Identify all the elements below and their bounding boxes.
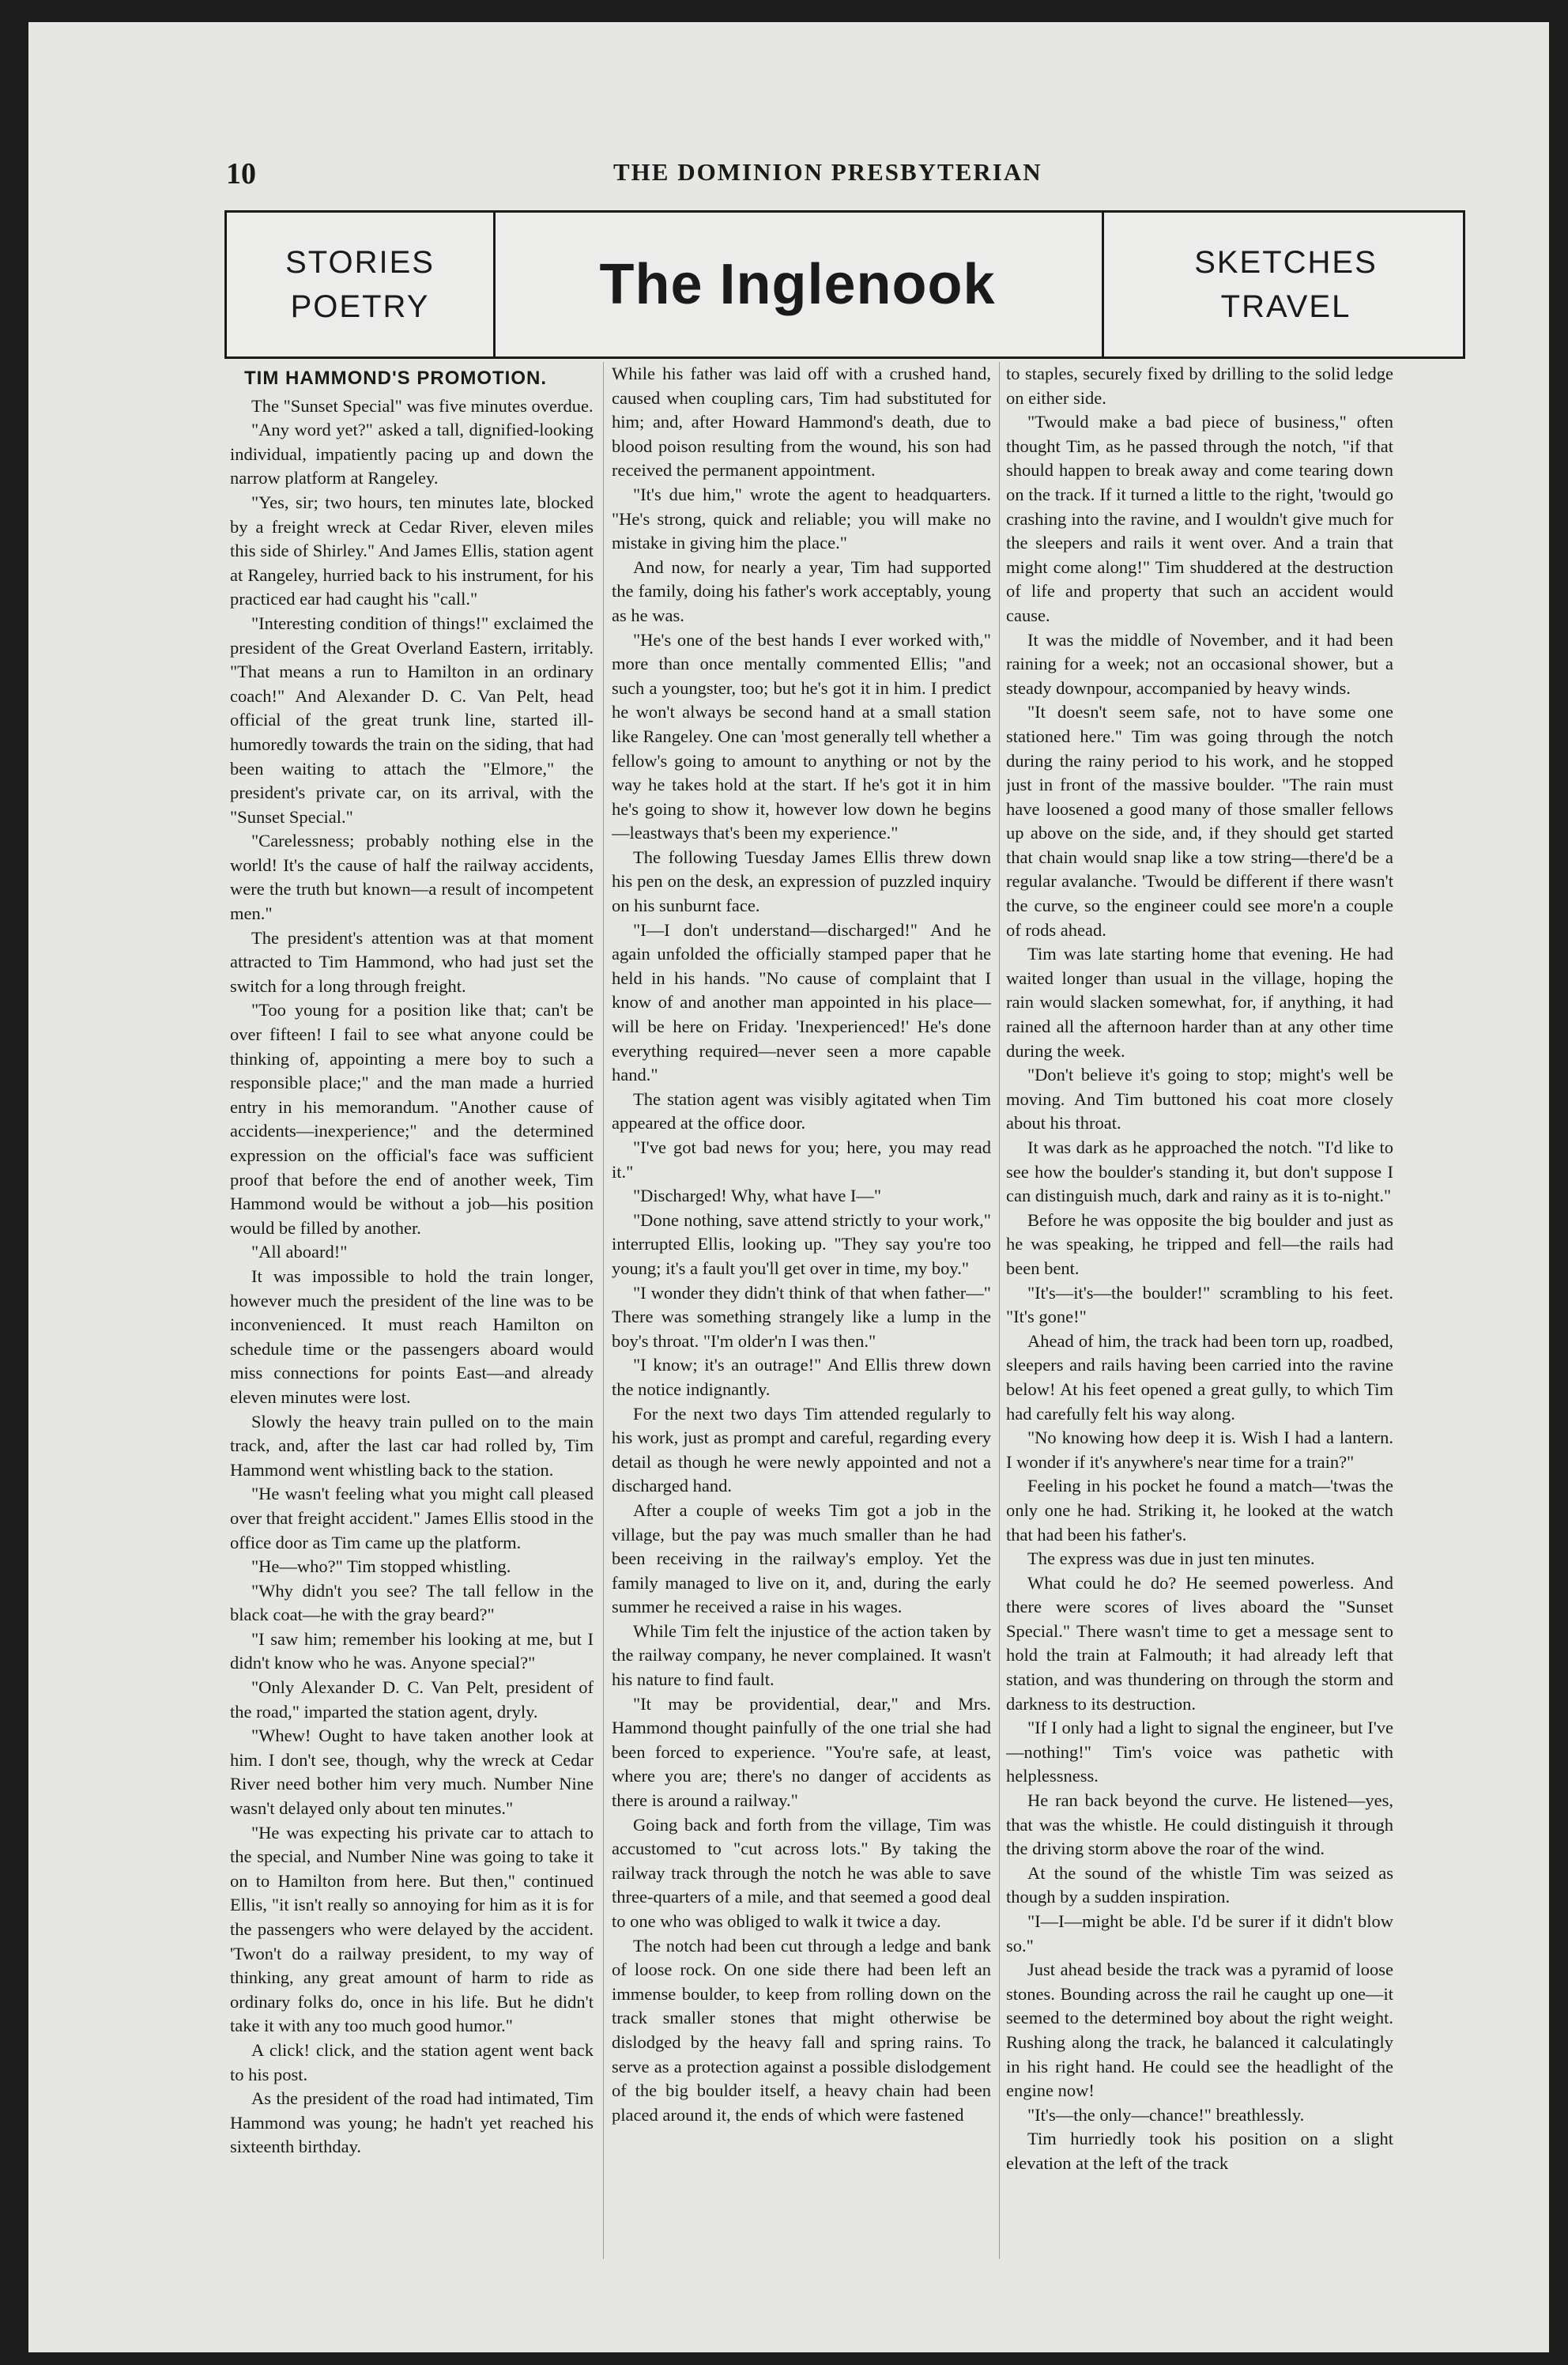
- story-paragraph: "He's one of the best hands I ever worked with," more than once mentally commented Ellis; "and such a youngster, too; but he's got it in him. I predict he won't always be second hand at a small station like Rangeley. One can 'most generally tell whether a fellow's going to amount to anything or not by the way he takes hold at the start. If he's got it in him he's going to show it, however low down he begins—leastways that's been my experience.": [612, 629, 991, 843]
- story-paragraph: It was impossible to hold the train longer, however much the president of the line was to be inconvenienced. It must reach Hamilton on schedule time or the passengers aboard would miss connections for points East—and already eleven minutes were lost.: [230, 1265, 594, 1407]
- text-column-3: [1006, 362, 1393, 2267]
- story-paragraph: "I know; it's an outrage!" And Ellis threw down the notice indignantly.: [612, 1355, 991, 1399]
- story-paragraph: While his father was laid off with a crushed hand, caused when coupling cars, Tim had substituted for him; and, after Howard Hammond's death, due to blood poison resulting from the wound, his son had received the permanent appointment.: [612, 364, 991, 481]
- story-paragraph: "If I only had a light to signal the engineer, but I've—nothing!" Tim's voice was pathetic with helplessness.: [1006, 1718, 1393, 1786]
- story-paragraph: Feeling in his pocket he found a match—'twas the only one he had. Striking it, he looked at the watch that had been his father's.: [1006, 1476, 1393, 1545]
- section-masthead: [224, 210, 1465, 359]
- story-paragraph: Going back and forth from the village, Tim was accustomed to "cut across lots." By taking the railway track through the notch he was able to save three-quarters of a mile, and that seemed a good deal to one who was obliged to walk it twice a day.: [612, 1814, 991, 1931]
- text-column-1: [230, 362, 594, 2267]
- story-paragraph: "It's due him," wrote the agent to headquarters. "He's strong, quick and reliable; you will make no mistake in giving him the place.": [612, 484, 991, 553]
- story-paragraph: While Tim felt the injustice of the action taken by the railway company, he never complained. It wasn't his nature to find fault.: [612, 1620, 991, 1690]
- story-paragraph: "Discharged! Why, what have I—": [633, 1186, 882, 1206]
- masthead-travel-label: TRAVEL: [1220, 289, 1351, 324]
- story-paragraph: The express was due in just ten minutes.: [1027, 1548, 1315, 1569]
- story-paragraph: As the president of the road had intimated, Tim Hammond was young; he hadn't yet reached his sixteenth birthday.: [230, 2088, 594, 2157]
- story-paragraph: "I've got bad news for you; here, you may read it.": [612, 1137, 991, 1182]
- masthead-right-box: [1102, 213, 1468, 356]
- story-paragraph: The station agent was visibly agitated when Tim appeared at the office door.: [612, 1088, 991, 1133]
- story-paragraph: "Don't believe it's going to stop; might's well be moving. And Tim buttoned his coat more closely about his throat.: [1006, 1065, 1393, 1133]
- story-paragraph: At the sound of the whistle Tim was seized as though by a sudden inspiration.: [1006, 1862, 1393, 1907]
- story-paragraph: "Twould make a bad piece of business," often thought Tim, as he passed through the notch, "if that should happen to break away and come tearing down on the track. If it turned a little to the right, 'twould go crashing into the ravine, and I wouldn't give much for the sleepers and rails it went over. And a train that might come along!" Tim shuddered at the destruction of life and property that such an accident would cause.: [1006, 412, 1393, 625]
- story-paragraph: The president's attention was at that moment attracted to Tim Hammond, who had just set the switch for a long through freight.: [230, 927, 594, 996]
- story-paragraph: "Only Alexander D. C. Van Pelt, president of the road," imparted the station agent, dryly.: [230, 1677, 594, 1722]
- story-paragraph: "Whew! Ought to have taken another look at him. I don't see, though, why the wreck at Cedar River need bother him very much. Number Nine wasn't delayed only about ten minutes.": [230, 1726, 594, 1819]
- story-paragraph: What could he do? He seemed powerless. And there were scores of lives aboard the "Sunset Special." There wasn't time to get a message sent to hold the train at Falmouth; it had already left that station, and was thundering on through the storm and darkness to its destruction.: [1006, 1572, 1393, 1714]
- column-rule: [603, 362, 604, 2259]
- story-paragraph: "I saw him; remember his looking at me, but I didn't know who he was. Anyone special?": [230, 1628, 594, 1673]
- page-number: 10: [226, 157, 256, 190]
- story-paragraph: "He—who?" Tim stopped whistling.: [251, 1556, 511, 1577]
- section-title: The Inglenook: [599, 253, 996, 316]
- column-rule: [999, 362, 1000, 2259]
- story-paragraph: "It's—the only—chance!" breathlessly.: [1027, 2104, 1305, 2125]
- story-paragraph: "He was expecting his private car to attach to the special, and Number Nine was going to take it on to Hamilton from here. But then," continued Ellis, "it isn't really so annoying for him as it is for the passengers who were delayed by the accident. 'Twon't do a railway president, to my way of thinking, any great amount of harm to ride as ordinary folks do, once in his life. But he didn't take it with any too much good humor.": [230, 1822, 594, 2036]
- story-paragraph: "All aboard!": [251, 1242, 348, 1262]
- story-paragraph: to staples, securely fixed by drilling to the solid ledge on either side.: [1006, 364, 1393, 408]
- newspaper-page: [28, 22, 1549, 2352]
- story-paragraph: "Done nothing, save attend strictly to your work," interrupted Ellis, looking up. "They say you're too young; it's a fault you'll get over in time, my boy.": [612, 1209, 991, 1278]
- story-paragraph: After a couple of weeks Tim got a job in the village, but the pay was much smaller than he had been receiving in the railway's employ. Yet the family managed to live on it, and, during the early summer he received a raise in his wages.: [612, 1499, 991, 1617]
- masthead-stories-label: STORIES: [285, 245, 435, 280]
- masthead-left-box: [227, 213, 496, 356]
- story-paragraph: Before he was opposite the big boulder and just as he was speaking, he tripped and fell—the rails had been bent.: [1006, 1209, 1393, 1278]
- story-paragraph: "I wonder they didn't think of that when father—" There was something strangely like a lump in the boy's throat. "I'm older'n I was then.": [612, 1282, 991, 1351]
- story-paragraph: For the next two days Tim attended regularly to his work, just as prompt and careful, regarding every detail as though he were newly appointed and not a discharged hand.: [612, 1403, 991, 1496]
- story-paragraph: "I—I—might be able. I'd be surer if it didn't blow so.": [1006, 1911, 1393, 1956]
- story-paragraph: Tim hurriedly took his position on a slight elevation at the left of the track: [1006, 2129, 1393, 2173]
- masthead-sketches-label: SKETCHES: [1194, 245, 1378, 280]
- story-paragraph: The notch had been cut through a ledge and bank of loose rock. On one side there had been left an immense boulder, to keep from rolling down on the track smaller stones that might otherwise be dislodged by the heavy fall and spring rains. To serve as a protection against a possible dislodgement of the big boulder itself, a heavy chain had been placed around it, the ends of which were fastened: [612, 1935, 991, 2125]
- story-paragraph: The following Tuesday James Ellis threw down his pen on the desk, an expression of puzzled inquiry on his sunburnt face.: [612, 847, 991, 916]
- story-paragraph: "It doesn't seem safe, not to have some one stationed here." Tim was going through the notch during the rainy period to his work, and he stopped just in front of the massive boulder. "The rain must have loosened a good many of those smaller fellows up above on the side, and, if they should get started that chain would snap like a tow string—there'd be a regular avalanche. 'Twould be different if there wasn't the curve, so the engineer could see more'n a couple of rods ahead.: [1006, 702, 1393, 940]
- story-paragraph: "Why didn't you see? The tall fellow in the black coat—he with the gray beard?": [230, 1580, 594, 1625]
- story-paragraph: He ran back beyond the curve. He listened—yes, that was the whistle. He could distinguish it through the driving storm above the roar of the wind.: [1006, 1790, 1393, 1859]
- story-paragraph: "Any word yet?" asked a tall, dignified-looking individual, impatiently pacing up and down the narrow platform at Rangeley.: [230, 420, 594, 488]
- masthead-center-box: [493, 213, 1102, 356]
- story-paragraph: Ahead of him, the track had been torn up, roadbed, sleepers and rails having been carried into the ravine below! At his feet opened a great gully, to which Tim had carefully felt his way along.: [1006, 1330, 1393, 1424]
- story-paragraph: And now, for nearly a year, Tim had supported the family, doing his father's work acceptably, young as he was.: [612, 556, 991, 625]
- journal-title: THE DOMINION PRESBYTERIAN: [613, 158, 1042, 186]
- text-column-2: [612, 362, 991, 2267]
- story-paragraph: Slowly the heavy train pulled on to the main track, and, after the last car had rolled by, Tim Hammond went whistling back to the station.: [230, 1411, 594, 1480]
- story-paragraph: "Too young for a position like that; can't be over fifteen! I fail to see what anyone could be thinking of, appointing a mere boy to such a responsible place;" and the man made a hurried entry in his memorandum. "Another cause of accidents—inexperience;" and the determined expression on the official's face was sufficient proof that before the end of another week, Tim Hammond would be without a job—his position would be filled by another.: [230, 1000, 594, 1238]
- story-paragraph: "Carelessness; probably nothing else in the world! It's the cause of half the railway accidents, were the truth but known—a result of incompetent men.": [230, 831, 594, 924]
- story-paragraph: "I—I don't understand—discharged!" And he again unfolded the officially stamped paper that he held in his hands. "No cause of complaint that I know of and another man appointed in his place—will be here on Friday. 'Inexperienced!' He's done everything required—never seen a more capable hand.": [612, 919, 991, 1085]
- story-paragraph: It was the middle of November, and it had been raining for a week; not an occasional shower, but a steady downpour, accompanied by heavy winds.: [1006, 629, 1393, 698]
- story-paragraph: A click! click, and the station agent went back to his post.: [230, 2039, 594, 2084]
- story-paragraph: The "Sunset Special" was five minutes overdue.: [251, 395, 594, 416]
- masthead-poetry-label: POETRY: [290, 289, 430, 324]
- story-paragraph: "No knowing how deep it is. Wish I had a lantern. I wonder if it's anywhere's near time for a train?": [1006, 1428, 1393, 1472]
- story-paragraph: "Interesting condition of things!" exclaimed the president of the Great Overland Eastern, irritably. "That means a run to Hamilton in an ordinary coach!" And Alexander D. C. Van Pelt, head official of the great trunk line, started ill-humoredly towards the train on the siding, that had been waiting to attach the "Elmore," the president's private car, on its arrival, with the "Sunset Special.": [230, 613, 594, 827]
- story-paragraph: It was dark as he approached the notch. "I'd like to see how the boulder's standing it, but don't suppose I can distinguish much, dark and rainy as it is to-night.": [1006, 1137, 1393, 1206]
- story-paragraph: "He wasn't feeling what you might call pleased over that freight accident." James Ellis stood in the office door as Tim came up the platform.: [230, 1484, 594, 1552]
- story-paragraph: Just ahead beside the track was a pyramid of loose stones. Bounding across the rail he caught up one—it seemed to the determined boy about the right weight. Rushing along the track, he balanced it calculatingly in his right hand. He could see the headlight of the engine now!: [1006, 1960, 1393, 2101]
- story-title: TIM HAMMOND'S PROMOTION.: [244, 368, 548, 389]
- story-paragraph: Tim was late starting home that evening. He had waited longer than usual in the village, hoping the rain would slacken somewhat, for, if anything, it had rained all the afternoon harder than at any other time during the week.: [1006, 944, 1393, 1061]
- story-paragraph: "Yes, sir; two hours, ten minutes late, blocked by a freight wreck at Cedar River, eleven miles this side of Shirley." And James Ellis, station agent at Rangeley, hurried back to his instrument, for his practiced ear had caught his "call.": [230, 492, 594, 609]
- story-paragraph: "It may be providential, dear," and Mrs. Hammond thought painfully of the one trial she had been forced to experience. "You're safe, at least, where you are; there's no danger of accidents as there is around a railway.": [612, 1693, 991, 1811]
- story-paragraph: "It's—it's—the boulder!" scrambling to his feet. "It's gone!": [1006, 1282, 1393, 1327]
